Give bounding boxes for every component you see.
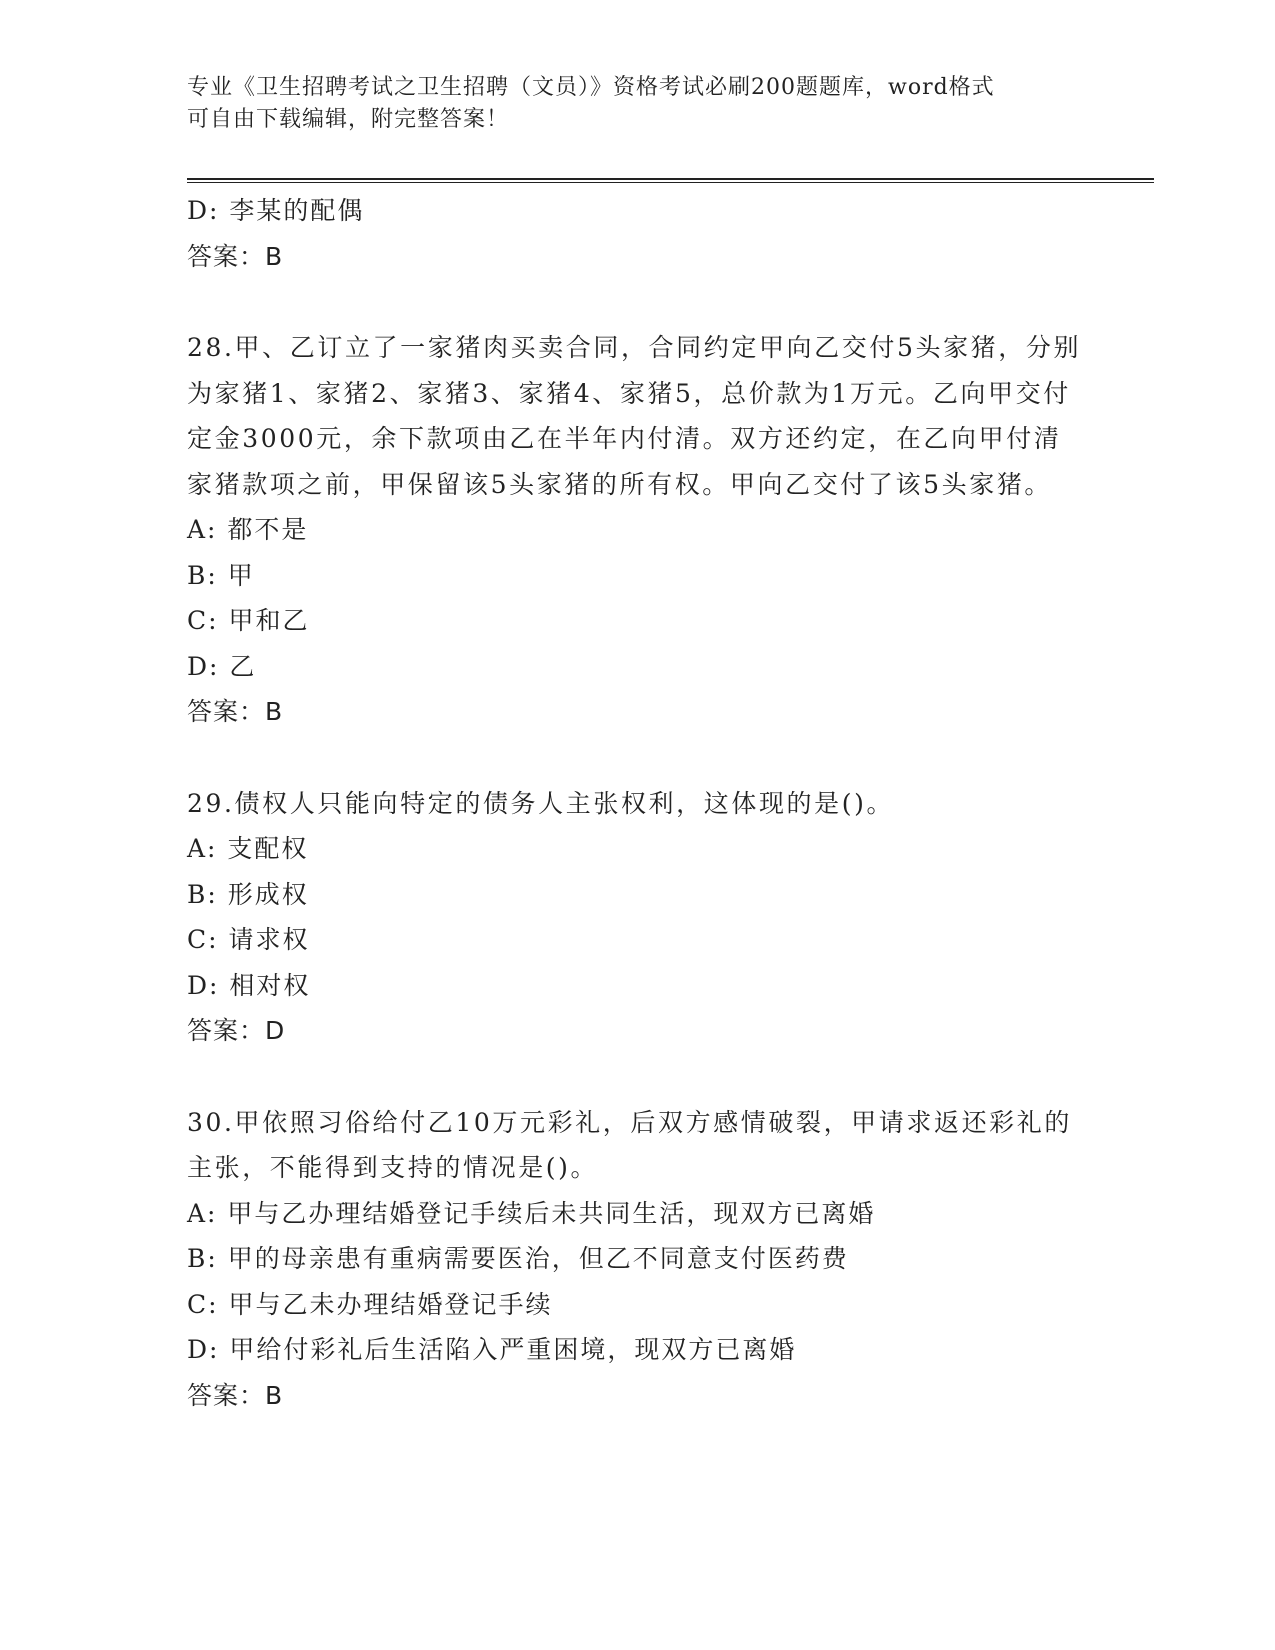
question-text: 28.甲、乙订立了一家猪肉买卖合同，合同约定甲向乙交付5头家猪，分别为家猪1、家猪2、家猪3、家猪4、家猪5，总价款为1万元。乙向甲交付定金3000元，余下款项由乙在半年内付清。双方还约定，在乙向甲付清家猪款项之前，甲保留该5头家猪的所有权。甲向乙交付了该5头家猪。 <box>187 333 1082 499</box>
question-27-tail <box>187 188 1087 279</box>
option-a: A: 甲与乙办理结婚登记手续后未共同生活，现双方已离婚 <box>187 1198 876 1228</box>
option-b: B: 甲的母亲患有重病需要医治，但乙不同意支付医药费 <box>187 1244 849 1273</box>
option-d: D: 相对权 <box>187 970 311 1000</box>
question-29 <box>187 781 1087 1054</box>
option-a: A: 支配权 <box>187 834 309 863</box>
answer-line: 答案：D <box>187 1016 286 1045</box>
answer-line: 答案：B <box>187 1380 284 1410</box>
header-line-1: 专业《卫生招聘考试之卫生招聘（文员）》资格考试必刷200题题库，word格式 <box>187 75 995 100</box>
option-a: A: 都不是 <box>187 515 309 544</box>
option-d: D: 甲给付彩礼后生活陷入严重困境，现双方已离婚 <box>187 1335 797 1364</box>
option-c: C: 甲和乙 <box>187 606 310 635</box>
header-line-2: 可自由下载编辑，附完整答案！ <box>187 107 510 132</box>
question-text: 29.债权人只能向特定的债务人主张权利，这体现的是()。 <box>187 788 895 818</box>
answer-line: 答案：B <box>187 241 284 271</box>
option-b: B: 甲 <box>187 560 255 590</box>
option-d: D: 李某的配偶 <box>187 196 365 225</box>
question-28 <box>187 325 1087 735</box>
document-body <box>187 188 1087 1418</box>
option-c: C: 甲与乙未办理结婚登记手续 <box>187 1289 553 1319</box>
option-c: C: 请求权 <box>187 925 310 954</box>
question-text: 30.甲依照习俗给付乙10万元彩礼，后双方感情破裂，甲请求返还彩礼的主张，不能得到支持的情况是()。 <box>187 1107 1072 1182</box>
question-30 <box>187 1100 1087 1419</box>
header-divider <box>187 178 1154 183</box>
answer-line: 答案：B <box>187 697 284 726</box>
option-d: D: 乙 <box>187 651 257 681</box>
page-header <box>187 72 1087 136</box>
option-b: B: 形成权 <box>187 879 309 909</box>
